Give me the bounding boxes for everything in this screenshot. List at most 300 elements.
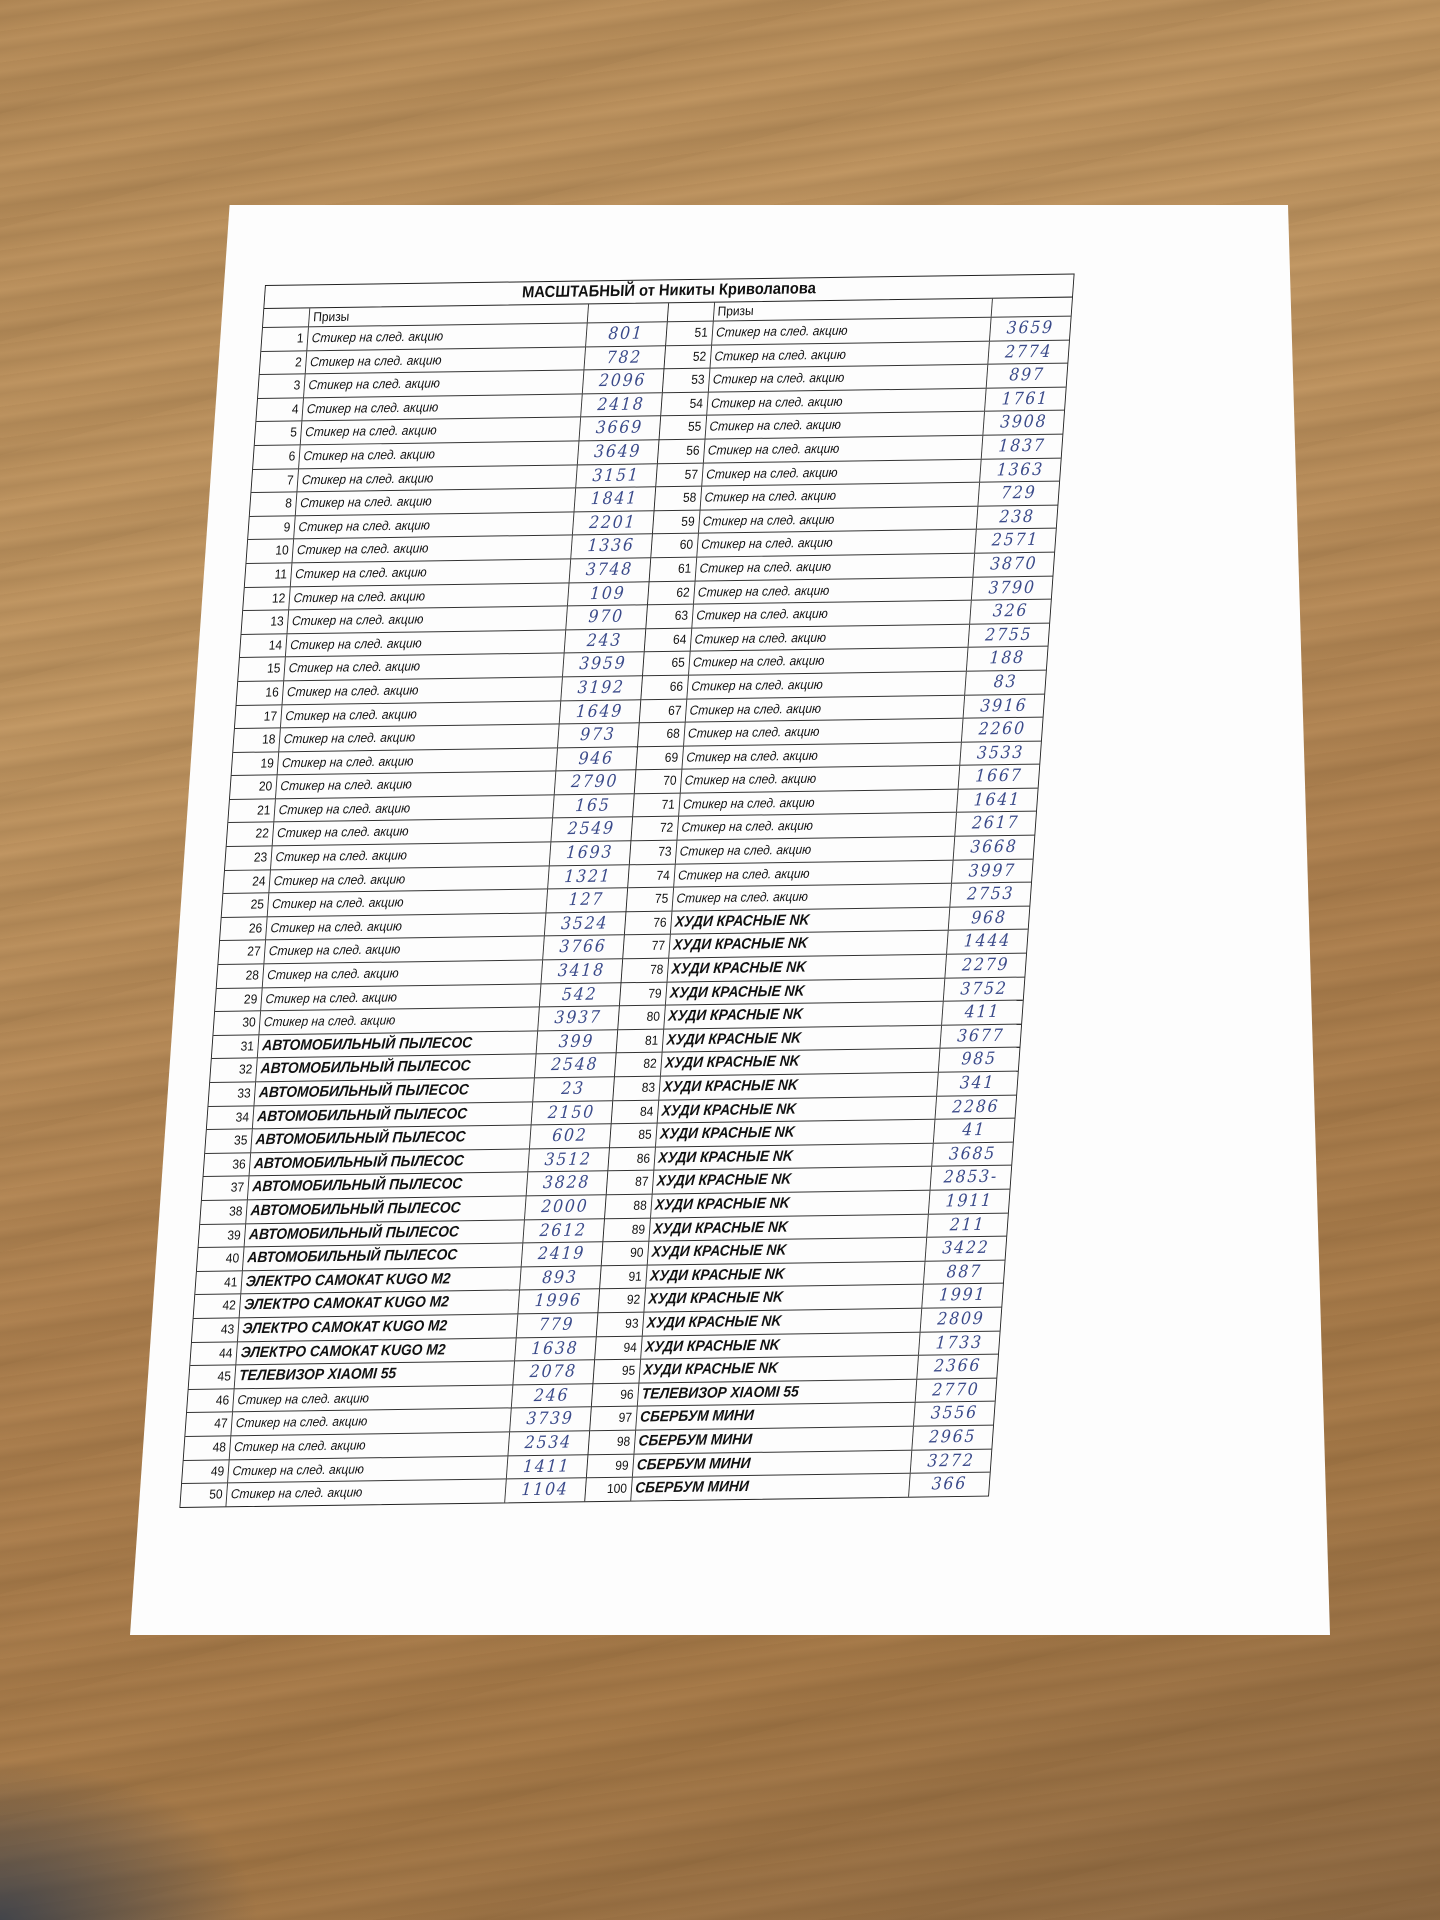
prize-name: Стикер на след. акцию: [302, 394, 582, 421]
row-number: 12: [243, 587, 291, 610]
prize-name: Стикер на след. акцию: [226, 1479, 506, 1506]
handwritten-code: 3512: [543, 1149, 593, 1170]
row-number: 48: [184, 1436, 232, 1459]
handwritten-code: 238: [998, 506, 1036, 528]
row-number: 43: [192, 1318, 240, 1341]
handwritten-code: 2571: [991, 530, 1040, 551]
row-number: 19: [232, 752, 280, 775]
handwritten-code: 1104: [520, 1479, 570, 1501]
handwritten-code: 542: [561, 984, 599, 1005]
row-number: 58: [654, 487, 702, 510]
column-header: Призы: [713, 299, 993, 321]
handwritten-code: 887: [945, 1261, 983, 1283]
prize-name: ХУДИ КРАСНЫЕ NK: [641, 1332, 921, 1359]
handwritten-code: 3422: [941, 1237, 991, 1259]
handwritten-code: 1321: [563, 866, 613, 887]
row-number: 18: [233, 728, 281, 751]
prize-name: Стикер на след. акцию: [288, 607, 568, 634]
handwritten-code: 2419: [537, 1243, 586, 1265]
prize-name: АВТОМОБИЛЬНЫЙ ПЫЛЕСОС: [243, 1244, 523, 1271]
row-number: 29: [215, 988, 263, 1011]
prize-name: ХУДИ КРАСНЫЕ NK: [642, 1309, 922, 1336]
row-number: 32: [210, 1059, 258, 1082]
row-number: 86: [608, 1147, 656, 1170]
row-number: 9: [248, 516, 296, 539]
handwritten-code: 893: [541, 1267, 579, 1288]
row-number: 81: [616, 1029, 664, 1052]
row-number: 72: [631, 817, 679, 840]
handwritten-code: 2000: [540, 1196, 590, 1218]
prize-name: Стикер на след. акцию: [685, 695, 965, 722]
prize-name: АВТОМОБИЛЬНЫЙ ПЫЛЕСОС: [250, 1149, 530, 1176]
prize-name: ХУДИ КРАСНЫЕ NK: [662, 1026, 942, 1053]
prize-name: ХУДИ КРАСНЫЕ NK: [656, 1120, 936, 1147]
row-number: 11: [245, 563, 293, 586]
row-number: 61: [649, 558, 697, 581]
row-number: 66: [641, 676, 689, 699]
handwritten-code: 3739: [525, 1408, 575, 1430]
row-number: 37: [202, 1177, 250, 1200]
handwritten-code: 970: [587, 606, 625, 628]
row-number: 42: [194, 1295, 242, 1318]
row-number: 36: [204, 1153, 252, 1176]
prize-name: ТЕЛЕВИЗОР XIAOMI 55: [235, 1362, 515, 1389]
handwritten-code: 3766: [558, 936, 608, 958]
handwritten-code: 2201: [588, 512, 638, 533]
handwritten-code: 3556: [930, 1403, 979, 1424]
row-number: 27: [218, 941, 266, 964]
row-number: 28: [217, 964, 265, 987]
prize-name: ХУДИ КРАСНЫЕ NK: [669, 931, 949, 958]
header-code-cell: [587, 303, 667, 322]
prize-name: ЭЛЕКТРО САМОКАТ KUGO M2: [241, 1267, 521, 1294]
row-number: 35: [205, 1130, 253, 1153]
prize-name: АВТОМОБИЛЬНЫЙ ПЫЛЕСОС: [258, 1031, 538, 1058]
prize-name: Стикер на след. акцию: [684, 719, 964, 746]
row-number: 34: [207, 1106, 255, 1129]
row-number: 30: [213, 1012, 261, 1035]
handwritten-code: 1911: [944, 1190, 994, 1212]
row-number: 33: [208, 1082, 256, 1105]
prize-name: Стикер на след. акцию: [307, 323, 587, 350]
row-number: 100: [585, 1478, 633, 1501]
prize-name: ХУДИ КРАСНЫЕ NK: [670, 908, 950, 935]
row-number: 71: [633, 793, 681, 816]
prize-name: Стикер на след. акцию: [689, 648, 969, 675]
prize-name: Стикер на след. акцию: [674, 860, 954, 887]
prize-name: ХУДИ КРАСНЫЕ NK: [667, 955, 947, 982]
handwritten-code: 2078: [529, 1361, 578, 1383]
handwritten-code: 3752: [959, 978, 1009, 1000]
row-number: 7: [251, 469, 299, 492]
handwritten-code: 246: [533, 1385, 571, 1406]
prize-name: Стикер на след. акцию: [296, 489, 576, 516]
prize-name: Стикер на след. акцию: [682, 742, 962, 769]
prize-name: ХУДИ КРАСНЫЕ NK: [659, 1073, 939, 1100]
prize-name: Стикер на след. акцию: [284, 654, 564, 681]
row-number: 38: [200, 1200, 248, 1223]
handwritten-code: 3677: [956, 1025, 1006, 1047]
prize-name: ХУДИ КРАСНЫЕ NK: [647, 1238, 927, 1265]
handwritten-code: 3668: [969, 836, 1019, 858]
prize-name: Стикер на след. акцию: [276, 772, 556, 799]
row-number: 41: [195, 1271, 243, 1294]
handwritten-code: 1411: [522, 1456, 571, 1477]
row-number: 76: [624, 911, 672, 934]
handwritten-code: 1444: [963, 931, 1012, 952]
row-number: 50: [180, 1483, 228, 1506]
handwritten-code: 326: [992, 601, 1029, 622]
prize-name: ХУДИ КРАСНЫЕ NK: [651, 1191, 931, 1218]
prize-name: ЭЛЕКТРО САМОКАТ KUGO M2: [238, 1314, 518, 1341]
handwritten-code: 1991: [938, 1285, 987, 1306]
row-number: 44: [190, 1342, 238, 1365]
handwritten-code: 411: [964, 1002, 1001, 1023]
right-column: [584, 298, 1072, 1501]
row-number: 96: [591, 1383, 639, 1406]
row-number: 53: [662, 369, 710, 392]
handwritten-code: 985: [960, 1049, 998, 1070]
handwritten-code: 1841: [590, 488, 639, 510]
prize-name: Стикер на след. акцию: [698, 506, 978, 533]
row-number: 85: [610, 1124, 658, 1147]
handwritten-code: 341: [959, 1072, 996, 1094]
handwritten-code: 211: [949, 1214, 986, 1235]
row-number: 97: [590, 1407, 638, 1430]
handwritten-code: 2548: [550, 1054, 600, 1076]
handwritten-code: 3685: [948, 1143, 997, 1165]
handwritten-code: 3524: [560, 913, 609, 935]
prize-name: Стикер на след. акцию: [273, 819, 553, 846]
prize-name: Стикер на след. акцию: [259, 1008, 539, 1035]
handwritten-code: 1761: [1001, 388, 1050, 410]
row-number: 55: [659, 416, 707, 439]
handwritten-code: 23: [560, 1078, 586, 1100]
handwritten-code: 2279: [961, 954, 1011, 976]
prize-name: Стикер на след. акцию: [695, 554, 975, 581]
row-number: 77: [623, 935, 671, 958]
table-row: [585, 1472, 990, 1501]
handwritten-code: 1996: [533, 1290, 583, 1312]
row-number: 13: [242, 610, 290, 633]
row-number: 8: [250, 492, 298, 515]
row-number: 6: [253, 445, 301, 468]
row-number: 78: [621, 959, 669, 982]
prize-name: Стикер на след. акцию: [700, 483, 980, 510]
handwritten-code: 2853-: [943, 1167, 999, 1188]
prize-name: СБЕРБУМ МИНИ: [632, 1450, 912, 1477]
handwritten-code: 3937: [553, 1007, 603, 1029]
row-number: 63: [646, 605, 694, 628]
handwritten-code: 127: [567, 889, 605, 911]
prize-name: Стикер на след. акцию: [679, 790, 959, 817]
prize-name: АВТОМОБИЛЬНЫЙ ПЫЛЕСОС: [256, 1055, 536, 1082]
prize-name: ХУДИ КРАСНЫЕ NK: [664, 1002, 944, 1029]
row-number: 1: [261, 327, 309, 350]
prize-name: Стикер на след. акцию: [228, 1456, 508, 1483]
prize-name: Стикер на след. акцию: [294, 512, 574, 539]
handwritten-code: 2617: [971, 813, 1020, 834]
prize-name: Стикер на след. акцию: [301, 418, 581, 445]
row-number: 90: [601, 1242, 649, 1265]
row-number: 69: [636, 746, 684, 769]
handwritten-code: 729: [1000, 483, 1038, 504]
row-number: 70: [634, 770, 682, 793]
handwritten-code: 2260: [977, 718, 1027, 740]
handwritten-code: 2770: [931, 1379, 981, 1401]
row-number: 49: [182, 1460, 230, 1483]
prize-name: Стикер на след. акцию: [274, 795, 554, 822]
handwritten-code: 3151: [591, 465, 641, 486]
handwritten-code: 782: [605, 347, 643, 368]
handwritten-code: 2549: [567, 818, 616, 840]
table-title: МАСШТАБНЫЙ от Никиты Криволапова: [263, 274, 1074, 308]
row-number: 31: [212, 1035, 260, 1058]
prize-name: Стикер на след. акцию: [697, 530, 977, 557]
row-number: 24: [223, 870, 271, 893]
prize-name: АВТОМОБИЛЬНЫЙ ПЫЛЕСОС: [251, 1126, 531, 1153]
row-number: 26: [220, 917, 268, 940]
handwritten-code: 83: [993, 671, 1019, 693]
handwritten-code: 968: [970, 907, 1008, 929]
handwritten-code: 1641: [973, 789, 1022, 811]
prize-table: [181, 274, 1075, 1502]
row-number: 20: [230, 776, 278, 799]
row-number: 14: [240, 634, 288, 657]
handwritten-code: 3870: [989, 553, 1039, 575]
handwritten-code: 2790: [570, 771, 619, 793]
handwritten-code: 3997: [968, 860, 1017, 882]
prize-name: Стикер на след. акцию: [230, 1432, 510, 1459]
handwritten-code: 897: [1008, 365, 1046, 386]
prize-name: Стикер на след. акцию: [304, 371, 584, 398]
handwritten-code: 1638: [530, 1338, 580, 1359]
handwritten-code: 2150: [547, 1102, 596, 1123]
handwritten-code: 3533: [976, 742, 1025, 764]
prize-name: Стикер на след. акцию: [279, 724, 559, 751]
handwritten-code: 2534: [524, 1432, 573, 1454]
row-number: 3: [258, 375, 306, 398]
row-number: 10: [246, 540, 294, 563]
prize-name: Стикер на след. акцию: [263, 960, 543, 987]
prize-name: АВТОМОБИЛЬНЫЙ ПЫЛЕСОС: [254, 1078, 534, 1105]
handwritten-code: 109: [589, 583, 627, 604]
prize-name: Стикер на след. акцию: [703, 436, 983, 463]
row-number: 5: [255, 422, 303, 445]
table-row: [180, 1477, 585, 1506]
prize-name: Стикер на след. акцию: [268, 890, 548, 917]
row-number: 80: [618, 1006, 666, 1029]
prize-name: Стикер на след. акцию: [231, 1409, 511, 1436]
prize-name: Стикер на след. акцию: [283, 677, 563, 704]
handwritten-code: 602: [551, 1125, 589, 1147]
prize-name: Стикер на след. акцию: [690, 624, 970, 651]
row-number: 52: [664, 345, 712, 368]
row-number: 83: [613, 1077, 661, 1100]
row-number: 98: [588, 1431, 636, 1454]
row-number: 57: [656, 463, 704, 486]
handwritten-code: 973: [579, 724, 617, 746]
handwritten-code: 2096: [598, 370, 647, 392]
handwritten-code: 1837: [997, 435, 1047, 457]
header-num-cell: [667, 303, 714, 322]
row-number: 60: [651, 534, 699, 557]
prize-name: Стикер на след. акцию: [261, 984, 541, 1011]
prize-name: ЭЛЕКТРО САМОКАТ KUGO M2: [236, 1338, 516, 1365]
prize-name: Стикер на след. акцию: [687, 672, 967, 699]
row-number: 84: [611, 1100, 659, 1123]
row-number: 56: [657, 440, 705, 463]
row-number: 93: [596, 1313, 644, 1336]
prize-name: Стикер на след. акцию: [692, 601, 972, 628]
prize-name: ХУДИ КРАСНЫЕ NK: [649, 1214, 929, 1241]
row-number: 91: [600, 1265, 648, 1288]
prize-name: ХУДИ КРАСНЫЕ NK: [646, 1261, 926, 1288]
handwritten-code: 946: [577, 748, 615, 769]
row-number: 54: [661, 392, 709, 415]
prize-name: Стикер на след. акцию: [705, 412, 985, 439]
prize-name: Стикер на след. акцию: [694, 577, 974, 604]
row-number: 2: [260, 351, 308, 374]
prize-name: Стикер на след. акцию: [297, 465, 577, 492]
row-number: 51: [666, 322, 714, 345]
prize-name: Стикер на след. акцию: [708, 365, 988, 392]
prize-name: Стикер на след. акцию: [707, 388, 987, 415]
handwritten-code: 2755: [984, 624, 1034, 646]
row-number: 79: [619, 982, 667, 1005]
handwritten-code: 399: [558, 1031, 595, 1052]
handwritten-code: 1667: [974, 766, 1024, 787]
handwritten-code: 188: [988, 648, 1026, 669]
prize-name: Стикер на след. акцию: [702, 459, 982, 486]
handwritten-code: 1693: [565, 842, 614, 864]
prize-name: Стикер на след. акцию: [712, 318, 992, 345]
header-num-cell: [263, 308, 310, 327]
handwritten-code: 2612: [538, 1220, 588, 1241]
row-number: 64: [644, 628, 692, 651]
row-number: 45: [189, 1365, 237, 1388]
handwritten-code: 2774: [1004, 341, 1053, 363]
prize-name: Стикер на след. акцию: [286, 630, 566, 657]
handwritten-code: 3959: [578, 653, 628, 675]
row-number: 21: [228, 799, 276, 822]
handwritten-code: 779: [538, 1314, 576, 1336]
row-number: 75: [626, 888, 674, 911]
prize-name: Стикер на след. акцию: [292, 536, 572, 563]
handwritten-code: 3649: [593, 441, 643, 463]
column-header: Призы: [309, 304, 589, 326]
prize-name: ХУДИ КРАСНЫЕ NK: [665, 978, 945, 1005]
row-number: 23: [225, 846, 273, 869]
prize-name: Стикер на след. акцию: [677, 813, 957, 840]
header-code-cell: [992, 298, 1072, 317]
handwritten-code: 243: [586, 630, 623, 651]
row-number: 16: [237, 681, 285, 704]
row-number: 46: [187, 1389, 235, 1412]
left-column: [180, 303, 667, 1506]
handwritten-code: 366: [931, 1473, 968, 1495]
prize-name: Стикер на след. акцию: [299, 441, 579, 468]
row-number: 89: [603, 1218, 651, 1241]
handwritten-code: 2965: [928, 1426, 977, 1448]
row-number: 94: [595, 1336, 643, 1359]
handwritten-code: 2286: [951, 1096, 1001, 1118]
handwritten-code: 1363: [996, 459, 1045, 481]
prize-name: СБЕРБУМ МИНИ: [636, 1403, 916, 1430]
prize-name: Стикер на след. акцию: [675, 837, 955, 864]
prize-name: Стикер на след. акцию: [271, 842, 551, 869]
row-number: 22: [227, 823, 275, 846]
handwritten-code: 2418: [596, 394, 646, 415]
row-number: 88: [605, 1195, 653, 1218]
handwritten-code: 3192: [576, 677, 626, 699]
row-number: 4: [256, 398, 304, 421]
handwritten-code: 3828: [542, 1172, 591, 1194]
handwritten-code: 1733: [935, 1332, 984, 1353]
handwritten-code: 3418: [557, 960, 606, 982]
prize-name: Стикер на след. акцию: [266, 913, 546, 940]
row-number: 95: [593, 1360, 641, 1383]
row-number: 25: [222, 894, 270, 917]
prize-name: СБЕРБУМ МИНИ: [634, 1427, 914, 1454]
handwritten-code: 3790: [987, 577, 1037, 598]
prize-name: ЭЛЕКТРО САМОКАТ KUGO M2: [240, 1291, 520, 1318]
prize-name: Стикер на след. акцию: [672, 884, 952, 911]
prize-name: Стикер на след. акцию: [264, 937, 544, 964]
row-number: 73: [629, 841, 677, 864]
prize-name: АВТОМОБИЛЬНЫЙ ПЫЛЕСОС: [246, 1196, 526, 1223]
prize-name: Стикер на след. акцию: [281, 701, 561, 728]
row-number: 67: [639, 699, 687, 722]
row-number: 82: [614, 1053, 662, 1076]
row-number: 92: [598, 1289, 646, 1312]
prize-name: ХУДИ КРАСНЫЕ NK: [639, 1356, 919, 1383]
handwritten-code: 3272: [926, 1450, 976, 1471]
handwritten-code: 3916: [979, 695, 1029, 716]
handwritten-code: 3748: [585, 559, 634, 581]
prize-name: Стикер на след. акцию: [291, 559, 571, 586]
row-number: 17: [235, 705, 283, 728]
prize-name: Стикер на след. акцию: [710, 341, 990, 368]
prize-name: АВТОМОБИЛЬНЫЙ ПЫЛЕСОС: [245, 1220, 525, 1247]
prize-name: ХУДИ КРАСНЫЕ NK: [654, 1143, 934, 1170]
prize-name: Стикер на след. акцию: [680, 766, 960, 793]
prize-name: ТЕЛЕВИЗОР XIAOMI 55: [637, 1379, 917, 1406]
row-number: 62: [648, 581, 696, 604]
prize-name: АВТОМОБИЛЬНЫЙ ПЫЛЕСОС: [248, 1173, 528, 1200]
prize-name: ХУДИ КРАСНЫЕ NK: [660, 1049, 940, 1076]
prize-name: АВТОМОБИЛЬНЫЙ ПЫЛЕСОС: [253, 1102, 533, 1129]
handwritten-code: 3659: [1006, 317, 1055, 339]
handwritten-code: 3669: [595, 417, 644, 439]
prize-name: Стикер на след. акцию: [278, 748, 558, 775]
prize-name: СБЕРБУМ МИНИ: [631, 1474, 911, 1501]
row-number: 40: [197, 1247, 245, 1270]
handwritten-code: 3908: [999, 412, 1049, 433]
handwritten-code: 801: [607, 323, 645, 345]
prize-name: ХУДИ КРАСНЫЕ NK: [644, 1285, 924, 1312]
row-number: 87: [606, 1171, 654, 1194]
row-number: 15: [238, 658, 286, 681]
row-number: 68: [638, 723, 686, 746]
prize-name: Стикер на след. акцию: [269, 866, 549, 893]
handwritten-code: 165: [574, 795, 612, 816]
prize-name: ХУДИ КРАСНЫЕ NK: [657, 1096, 937, 1123]
prize-name: ХУДИ КРАСНЫЕ NK: [652, 1167, 932, 1194]
background-shadow: [0, 1760, 260, 1920]
handwritten-code: 1336: [586, 535, 636, 557]
row-number: 39: [199, 1224, 247, 1247]
